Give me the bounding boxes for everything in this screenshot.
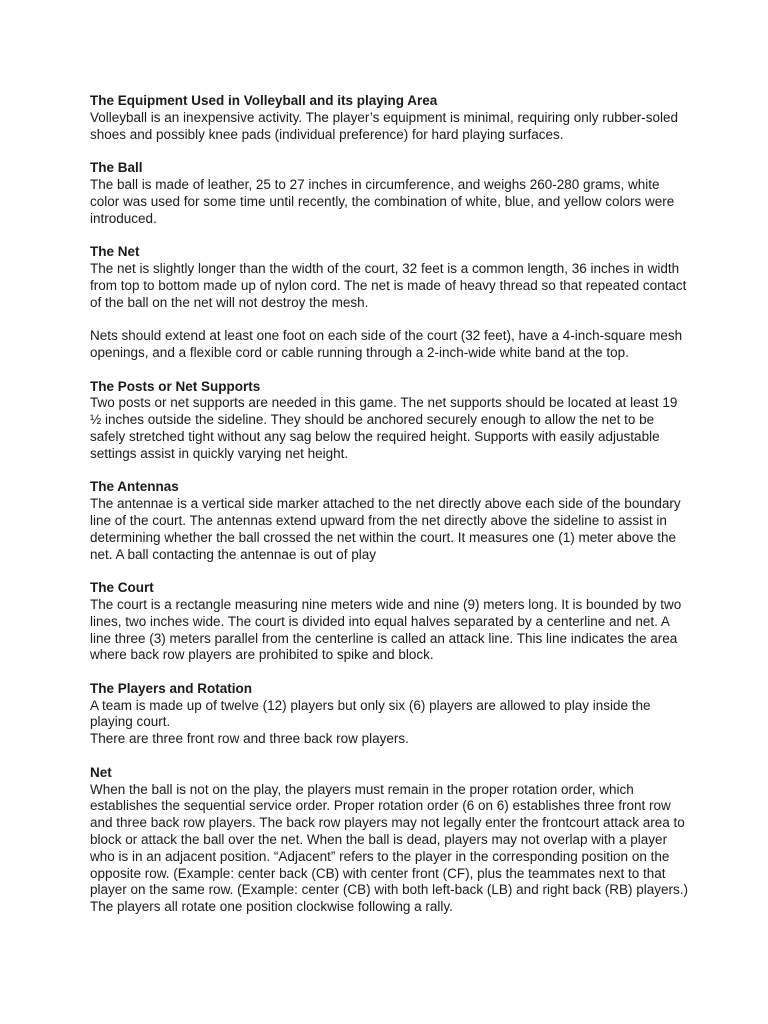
section-antennas xyxy=(90,479,690,563)
section-heading: The Court xyxy=(90,580,154,596)
section-ball xyxy=(90,160,690,227)
section-net-specs xyxy=(90,244,690,362)
document-page xyxy=(90,93,690,933)
section-court xyxy=(90,580,690,664)
section-heading: Net xyxy=(90,764,112,780)
section-paragraph: There are three front row and three back row players. xyxy=(90,731,409,747)
section-paragraph: The net is slightly longer than the width of the court, 32 feet is a common length, 36 inches in width from top to bottom made up of nylon cord. The net is made of heavy thread so that repeated contact of the ball on the net will not destroy the mesh. xyxy=(90,260,687,310)
section-paragraph: Nets should extend at least one foot on each side of the court (32 feet), have a 4-inch-square mesh openings, and a flexible cord or cable running through a 2-inch-wide white band at the top. xyxy=(90,328,683,360)
section-paragraph: Volleyball is an inexpensive activity. The player’s equipment is minimal, requiring only rubber-soled shoes and possibly knee pads (individual preference) for hard playing surfaces. xyxy=(90,109,679,142)
section-net-rotation xyxy=(90,765,690,916)
section-paragraph: The court is a rectangle measuring nine meters wide and nine (9) meters long. It is bounded by two lines, two inches wide. The court is divided into equal halves separated by a centerline and net. A line three (3) meters parallel from the centerline is called an attack line. This line indicates the area where back row players are prohibited to spike and block. xyxy=(90,596,682,663)
section-heading: The Posts or Net Supports xyxy=(90,378,261,394)
section-players-rotation xyxy=(90,681,690,748)
section-posts xyxy=(90,379,690,463)
section-heading: The Equipment Used in Volleyball and its playing Area xyxy=(90,93,438,108)
section-heading: The Net xyxy=(90,244,140,260)
section-heading: The Antennas xyxy=(90,479,179,495)
section-paragraph: The ball is made of leather, 25 to 27 inches in circumference, and weighs 260-280 grams, white color was used for some time until recently, the combination of white, blue, and yellow colors were introduced. xyxy=(90,176,675,226)
section-paragraph: When the ball is not on the play, the players must remain in the proper rotation order, which establishes the sequential service order. Proper rotation order (6 on 6) establishes three front row and three back row players. The back row players may not legally enter the frontcourt attack area to block or attack the ball over the net. When the ball is dead, players may not overlap with a player who is in an adjacent position. “Adjacent” refers to the player in the corresponding position on the opposite row. (Example: center back (CB) with center front (CF), plus the teammates next to that player on the same row. (Example: center (CB) with both left-back (LB) and right back (RB) players.) The players all rotate one position clockwise following a rally. xyxy=(90,781,688,915)
section-heading: The Ball xyxy=(90,160,143,176)
paragraph-gap xyxy=(90,311,690,328)
section-paragraph: A team is made up of twelve (12) players but only six (6) players are allowed to play inside the playing court. xyxy=(90,697,651,730)
section-heading: The Players and Rotation xyxy=(90,680,253,696)
section-paragraph: The antennae is a vertical side marker attached to the net directly above each side of the boundary line of the court. The antennas extend upward from the net directly above the sideline to assist in determining whether the ball crossed the net within the court. It measures one (1) meter above the net. A ball contacting the antennae is out of play xyxy=(90,496,681,562)
section-paragraph: Two posts or net supports are needed in this game. The net supports should be located at least 19 ½ inches outside the sideline. They should be anchored securely enough to allow the net to be safely stretched tight without any sag below the required height. Supports with easily adjustable settings assist in quickly varying net height. xyxy=(90,395,678,461)
section-equipment xyxy=(90,93,690,143)
